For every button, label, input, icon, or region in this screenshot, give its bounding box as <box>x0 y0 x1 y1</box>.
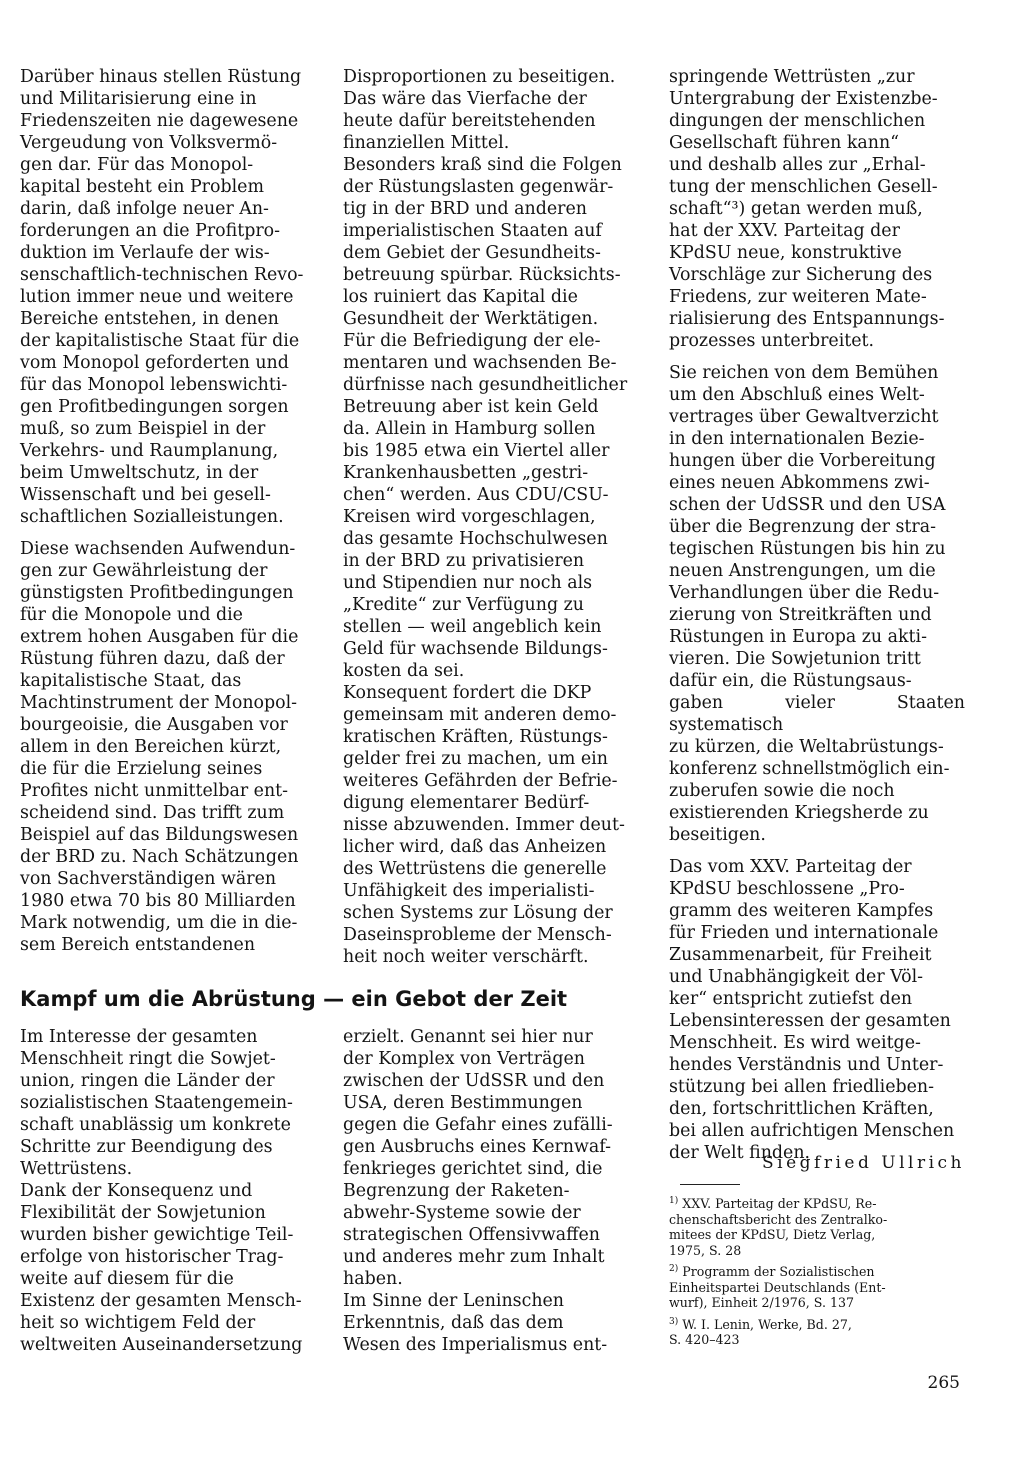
page-number: 265 <box>927 1373 960 1393</box>
footnotes <box>669 1196 965 1354</box>
footnote-divider <box>680 1184 740 1185</box>
footnote-text: XXV. Parteitag der KPdSU, Re- chenschaftsbericht des Zentralko- mitees der KPdSU, Dietz Verlag, 1975, S. 28 <box>669 1196 888 1258</box>
section-column-2 <box>343 1026 639 1356</box>
paragraph: erzielt. Genannt sei hier nur der Komplex von Verträgen zwischen der UdSSR und den USA, deren Bestimmungen gegen die Gefahr eines zufälli- gen Ausbruchs eines Kernwaf- fenkrieges gerichtet sind, die Begrenzung der Raketen- abwehr-Systeme sowie der strategischen Offensivwaffen und anderes mehr zum Inhalt haben. <box>343 1027 613 1289</box>
section-column-1 <box>20 1026 318 1356</box>
column-1 <box>20 66 318 956</box>
paragraph: Sie reichen von dem Bemühen um den Abschluß eines Welt- vertrages über Gewaltverzicht in den internationalen Bezie- hungen über die Vorbereitung eines neuen Abkommens zwi- schen der UdSSR und den USA über die Begrenzung der stra- tegischen Rüstungen bis hin zu neuen Anstrengungen, um die Verhandlungen über die Redu- zierung von Streitkräften und Rüstungen in Europa zu akti- vieren. Die Sowjetunion tritt dafür ein, die Rüstungsaus- gaben vieler Staaten systematisch zu kürzen, die Weltabrüstungs- konferenz schnellstmöglich ein- zuberufen sowie die noch existierenden Kriegsherde zu beseitigen. <box>669 363 965 845</box>
paragraph: Konsequent fordert die DKP gemeinsam mit anderen demo- kratischen Kräften, Rüstungs- gelder frei zu machen, um ein weiteres Gefährden der Befrie- digung elementarer Bedürf- nisse abzuwenden. Immer deut- licher wird, daß das Anheizen des Wettrüstens die generelle Unfähigkeit des imperialisti- schen Systems zur Lösung der Daseinsprobleme der Mensch- heit noch weiter verschärft. <box>343 683 625 967</box>
paragraph: Disproportionen zu beseitigen. Das wäre das Vierfache der heute dafür bereitstehenden finanziellen Mittel. <box>343 67 616 153</box>
paragraph: Dank der Konsequenz und Flexibilität der Sowjetunion wurden bisher gewichtige Teil- erfolge von historischer Trag- weite auf diesem für die Existenz der gesamten Mensch- heit so wichtigem Feld der weltweiten Auseinandersetzung <box>20 1181 303 1355</box>
footnote-1 <box>669 1196 965 1258</box>
paragraph: Im Interesse der gesamten Menschheit ringt die Sowjet- union, ringen die Länder der sozialistischen Staatengemein- schaft unablässig um konkrete Schritte zur Beendigung des Wettrüstens. <box>20 1027 293 1179</box>
footnote-text: W. I. Lenin, Werke, Bd. 27, S. 420–423 <box>669 1316 852 1347</box>
author-signature: Siegfried Ullrich <box>762 1153 965 1173</box>
paragraph: Das vom XXV. Parteitag der KPdSU beschlossene „Pro- gramm des weiteren Kampfes für Frieden und internationale Zusammenarbeit, für Freiheit und Unabhängigkeit der Völ- ker“ entspricht zutiefst den Lebensinteressen der gesamten Menschheit. Es wird weitge- hendes Verständnis und Unter- stützung bei allen friedlieben- den, fortschrittlichen Kräften, bei allen aufrichtigen Menschen der Welt finden. <box>669 857 955 1163</box>
column-3 <box>669 66 965 1164</box>
footnote-mark: 1) <box>669 1195 679 1206</box>
paragraph: Im Sinne der Leninschen Erkenntnis, daß das dem Wesen des Imperialismus ent- <box>343 1291 608 1355</box>
paragraph: Besonders kraß sind die Folgen der Rüstungslasten gegenwär- tig in der BRD und anderen imperialistischen Staaten auf dem Gebiet der Gesundheits- betreuung spürbar. Rücksichts- los ruiniert das Kapital die Gesundheit der Werktätigen. Für die Befriedigung der ele- mentaren und wachsenden Be- dürfnisse nach gesundheitlicher Betreuung aber ist kein Geld da. Allein in Hamburg sollen bis 1985 etwa ein Viertel aller Krankenhausbetten „gestri- chen“ werden. Aus CDU/CSU- Kreisen wird vorgeschlagen, das gesamte Hochschulwesen in der BRD zu privatisieren und Stipendien nur noch als „Kredite“ zur Verfügung zu stellen — weil angeblich kein Geld für wachsende Bildungs- kosten da sei. <box>343 155 628 681</box>
section-heading: Kampf um die Abrüstung — ein Gebot der Zeit <box>20 987 568 1011</box>
paragraph: springende Wettrüsten „zur Untergrabung der Existenzbe- dingungen der menschlichen Gesellschaft führen kann“ und deshalb alles zur „Erhal- tung der menschlichen Gesell- schaft“³) getan werden muß, hat der XXV. Parteitag der KPdSU neue, konstruktive Vorschläge zur Sicherung des Friedens, zur weiteren Mate- rialisierung des Entspannungs- prozesses unterbreitet. <box>669 67 945 351</box>
footnote-mark: 2) <box>669 1263 679 1274</box>
footnote-text: Programm der Sozialistischen Einheitspartei Deutschlands (Ent- wurf), Einheit 2/1976, S. 137 <box>669 1264 886 1310</box>
column-2 <box>343 66 639 968</box>
paragraph: Darüber hinaus stellen Rüstung und Militarisierung eine in Friedenszeiten nie dagewesene Vergeudung von Volksvermö- gen dar. Für das Monopol- kapital besteht ein Problem darin, daß infolge neuer An- forderungen an die Profitpro- duktion im Verlaufe der wis- senschaftlich-technischen Revo- lution immer neue und weitere Bereiche entstehen, in denen der kapitalistische Staat für die vom Monopol geforderten und für das Monopol lebenswichti- gen Profitbedingungen sorgen muß, so zum Beispiel in der Verkehrs- und Raumplanung, beim Umweltschutz, in der Wissenschaft und bei gesell- schaftlichen Sozialleistungen. <box>20 67 304 527</box>
footnote-2 <box>669 1264 965 1311</box>
footnote-mark: 3) <box>669 1316 679 1327</box>
paragraph: Diese wachsenden Aufwendun- gen zur Gewährleistung der günstigsten Profitbedingungen für die Monopole und die extrem hohen Ausgaben für die Rüstung führen dazu, daß der kapitalistische Staat, das Machtinstrument der Monopol- bourgeoisie, die Ausgaben vor allem in den Bereichen kürzt, die für die Erzielung seines Profites nicht unmittelbar ent- scheidend sind. Das trifft zum Beispiel auf das Bildungswesen der BRD zu. Nach Schätzungen von Sachverständigen wären 1980 etwa 70 bis 80 Milliarden Mark notwendig, um die in die- sem Bereich entstandenen <box>20 539 299 955</box>
footnote-3 <box>669 1317 965 1348</box>
